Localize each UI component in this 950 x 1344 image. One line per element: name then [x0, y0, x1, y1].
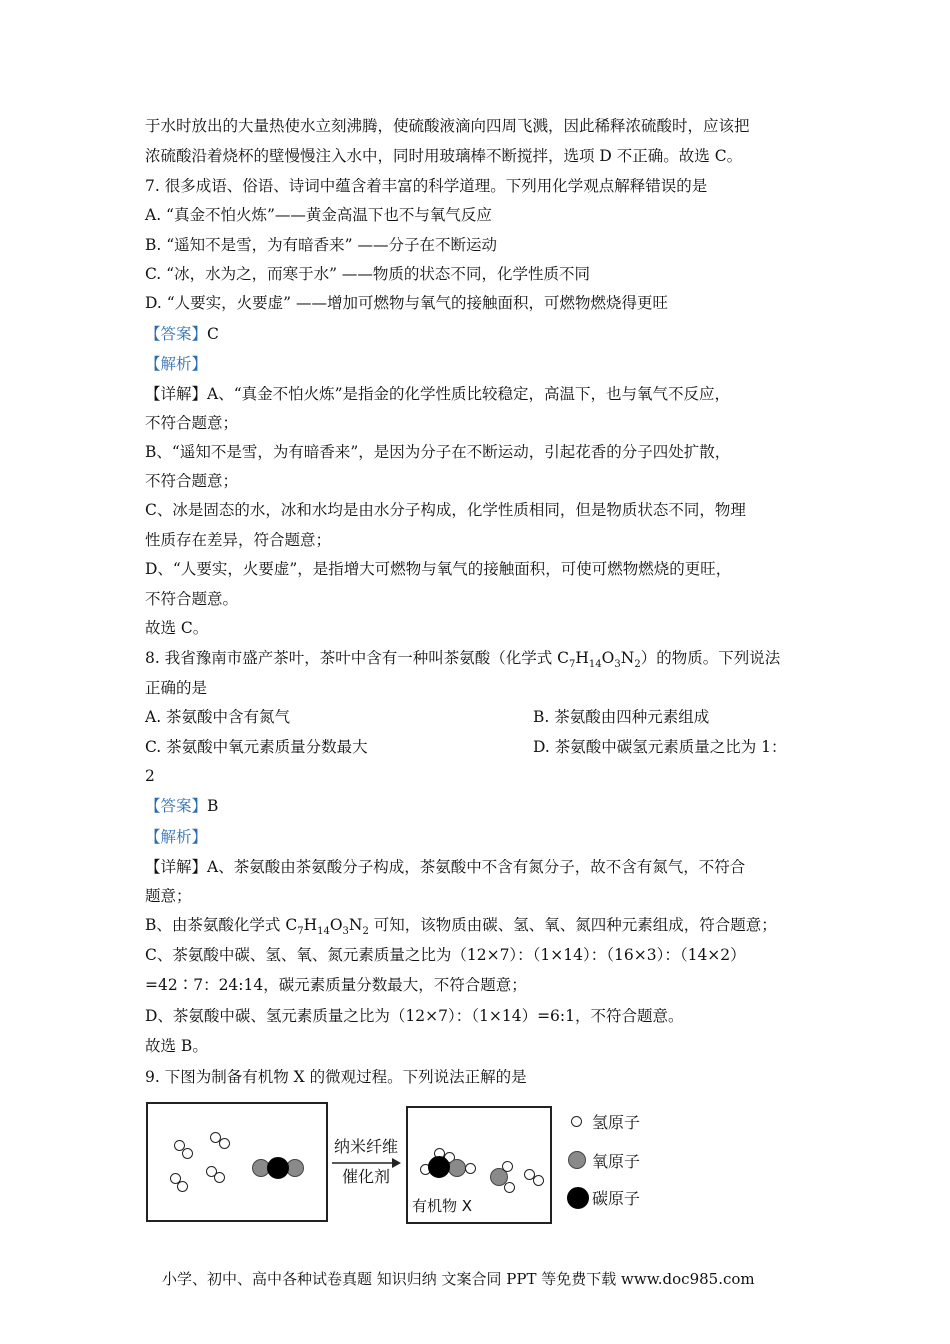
- answer-tag: 【答案】: [145, 797, 208, 815]
- hydrogen-atom: [502, 1161, 513, 1172]
- element-symbol: H: [575, 649, 589, 667]
- question-7-option-b: B. “遥知不是雪，为有暗香来” ——分子在不断运动: [145, 236, 498, 254]
- stem-text: 8. 我省豫南市盛产茶叶，茶叶中含有一种叫茶氨酸（化学式 C: [145, 649, 570, 667]
- question-7-option-c: C. “冰，水为之，而寒于水” ——物质的状态不同，化学性质不同: [145, 265, 590, 283]
- text-line: 不符合题意。: [145, 590, 239, 608]
- question-7-option-a: A. “真金不怕火炼”——黄金高温下也不与氧气反应: [145, 206, 492, 224]
- text-line: =42∶7：24:14，碳元素质量分数最大，不符合题意；: [145, 976, 527, 994]
- subscript: 14: [317, 926, 330, 938]
- text-line: 于水时放出的大量热使水立刻沸腾，使硫酸液滴向四周飞溅，因此稀释浓硫酸时，应该把: [145, 117, 750, 135]
- text-line: D、茶氨酸中碳、氢元素质量之比为（12×7）：（1×14）=6:1，不符合题意。: [145, 1007, 684, 1025]
- legend-oxygen-icon: [568, 1151, 586, 1169]
- reaction-arrow-icon: [330, 1157, 402, 1169]
- text-line: 不符合题意；: [145, 472, 239, 490]
- text-line: 故选 C。: [145, 619, 209, 637]
- legend-carbon-icon: [567, 1187, 589, 1209]
- question-8-analysis: [145, 826, 207, 848]
- text-line: D、“人要实，火要虚”，是指增大可燃物与氧气的接触面积，可使可燃物燃烧的更旺，: [145, 560, 732, 578]
- answer-tag: 【答案】: [145, 325, 208, 343]
- detail-text: B、由茶氨酸化学式 C: [145, 916, 298, 934]
- detail-text: A、“真金不怕火炼”是指金的化学性质比较稳定，高温下，也与氧气不反应，: [207, 385, 731, 403]
- question-7-detail-1: [145, 383, 730, 405]
- product-box: [406, 1106, 552, 1224]
- subscript: 7: [297, 926, 304, 938]
- subscript: 3: [614, 659, 621, 671]
- oxygen-atom: [448, 1159, 466, 1177]
- text-line: [145, 914, 777, 943]
- detail-tag: 【详解】: [145, 385, 208, 403]
- product-label: 有机物 X: [412, 1197, 473, 1215]
- text-line: 性质存在差异，符合题意；: [145, 531, 332, 549]
- reactant-box: [146, 1102, 328, 1222]
- subscript: 14: [588, 659, 602, 671]
- answer-value: B: [207, 797, 219, 815]
- legend-carbon-label: 碳原子: [592, 1189, 641, 1208]
- answer-value: C: [207, 325, 219, 343]
- hydrogen-atom: [533, 1175, 544, 1186]
- legend-oxygen-label: 氧原子: [592, 1152, 641, 1171]
- element-symbol: O: [329, 916, 343, 934]
- detail-tag: 【详解】: [145, 858, 208, 876]
- detail-text: 可知，该物质由碳、氢、氧、氮四种元素组成，符合题意；: [368, 916, 777, 934]
- hydrogen-atom: [177, 1181, 188, 1192]
- hydrogen-atom: [182, 1148, 193, 1159]
- text-line: 故选 B。: [145, 1037, 208, 1055]
- text-line: 不符合题意；: [145, 414, 239, 432]
- text-line: C、冰是固态的水，冰和水均是由水分子构成，化学性质相同，但是物质状态不同，物理: [145, 501, 746, 519]
- text-line: 浓硫酸沿着烧杯的壁慢慢注入水中，同时用玻璃棒不断搅拌，选项 D 不正确。故选 C。: [145, 147, 743, 165]
- question-8-option-d-cont: 2: [145, 767, 155, 785]
- element-symbol: N: [348, 916, 363, 934]
- hydrogen-atom: [219, 1138, 230, 1149]
- question-7-answer: [145, 323, 219, 345]
- text-line: B、“遥知不是雪，为有暗香来”，是因为分子在不断运动，引起花香的分子四处扩散，: [145, 443, 731, 461]
- element-symbol: N: [620, 649, 635, 667]
- text-line: 正确的是: [145, 679, 208, 697]
- question-7-stem: 7. 很多成语、俗语、诗词中蕴含着丰富的科学道理。下列用化学观点解释错误的是: [145, 177, 708, 195]
- question-8-option-d: D. 茶氨酸中碳氢元素质量之比为 1：: [533, 738, 787, 756]
- element-symbol: O: [601, 649, 615, 667]
- element-symbol: H: [303, 916, 318, 934]
- stem-text: ）的物质。下列说法: [640, 649, 781, 667]
- question-8-detail-1: [145, 856, 745, 878]
- hydrogen-atom: [504, 1182, 515, 1193]
- analysis-tag: 【解析】: [145, 828, 208, 846]
- carbon-atom: [428, 1156, 450, 1178]
- legend-hydrogen-label: 氢原子: [592, 1113, 641, 1132]
- question-8-answer: [145, 795, 218, 817]
- question-8-option-c: C. 茶氨酸中氧元素质量分数最大: [145, 738, 368, 756]
- question-7-option-d: D. “人要实，火要虚” ——增加可燃物与氧气的接触面积，可燃物燃烧得更旺: [145, 294, 669, 312]
- subscript: 3: [342, 926, 349, 938]
- subscript: 2: [634, 659, 641, 671]
- subscript: 2: [362, 926, 369, 938]
- analysis-tag: 【解析】: [145, 355, 208, 373]
- subscript: 7: [569, 659, 576, 671]
- detail-text: A、茶氨酸由茶氨酸分子构成，茶氨酸中不含有氮分子，故不含有氮气，不符合: [207, 858, 746, 876]
- question-9-stem: 9. 下图为制备有机物 X 的微观过程。下列说法正解的是: [145, 1068, 527, 1086]
- reaction-diagram: [146, 1102, 666, 1226]
- hydrogen-atom: [214, 1172, 225, 1183]
- text-line: 题意；: [145, 887, 192, 905]
- text-line: C、茶氨酸中碳、氢、氧、氮元素质量之比为（12×7）：（1×14）：（16×3）：（14×2）: [145, 946, 746, 964]
- question-7-analysis: [145, 353, 207, 375]
- carbon-atom: [267, 1157, 289, 1179]
- catalyst-line-1: 纳米纤维: [333, 1137, 398, 1156]
- legend-hydrogen-icon: [571, 1116, 582, 1127]
- hydrogen-atom: [465, 1163, 476, 1174]
- page-footer: 小学、初中、高中各种试卷真题 知识归纳 文案合同 PPT 等免费下载 www.doc985.com: [162, 1270, 755, 1288]
- question-8-option-b: B. 茶氨酸由四种元素组成: [533, 708, 710, 726]
- question-8-stem: [145, 647, 780, 676]
- question-8-option-a: A. 茶氨酸中含有氮气: [145, 708, 291, 726]
- catalyst-line-2: 催化剂: [341, 1167, 390, 1186]
